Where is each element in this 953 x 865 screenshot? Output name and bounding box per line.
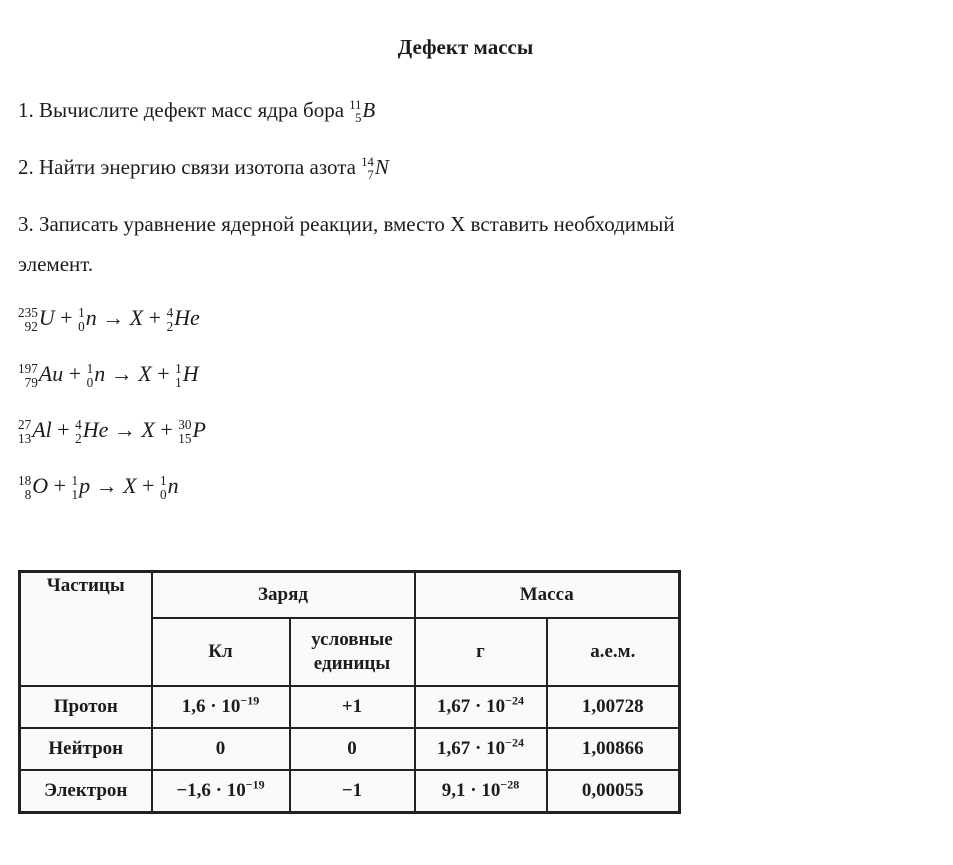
element-symbol: n — [167, 473, 179, 498]
value-cell — [152, 770, 290, 813]
nuclide — [75, 413, 108, 447]
element-symbol: Au — [38, 361, 64, 386]
text-run: 3. Записать уравнение ядерной реакции, вместо X вставить необходимый — [18, 212, 675, 236]
atomic-number: 8 — [24, 486, 32, 502]
value-base: −1,6 · 10 — [176, 780, 246, 801]
nuclide — [18, 469, 48, 503]
mass-number: 1 — [78, 305, 85, 321]
operator: → — [105, 361, 139, 386]
value-cell — [290, 686, 415, 728]
value-cell — [415, 770, 547, 813]
mass-number: 1 — [175, 361, 182, 377]
table-row — [20, 728, 680, 770]
nuclide-prescripts — [18, 362, 38, 389]
operator: + — [48, 473, 72, 498]
element-symbol: He — [82, 417, 109, 442]
value-cell — [415, 728, 547, 770]
nuclide-prescripts — [18, 306, 38, 333]
nuclide — [18, 357, 63, 391]
header-charge-group: Заряд — [152, 572, 415, 619]
value-base: 0 — [347, 738, 357, 759]
problem-item-1 — [18, 90, 913, 130]
mass-number: 197 — [18, 361, 38, 377]
atomic-number: 0 — [78, 318, 85, 334]
particle-name-cell: Нейтрон — [20, 728, 152, 770]
nuclide-prescripts — [361, 156, 374, 182]
nuclide — [175, 357, 198, 391]
equations-list — [18, 301, 913, 503]
operator: + — [63, 361, 87, 386]
nuclide — [167, 301, 200, 335]
value-exponent: −19 — [245, 777, 265, 792]
element-symbol: p — [79, 473, 91, 498]
atomic-number: 0 — [159, 486, 167, 502]
particle-name-cell: Протон — [20, 686, 152, 728]
atomic-number: 2 — [166, 318, 174, 334]
element-symbol: P — [192, 417, 206, 442]
atomic-number: 2 — [75, 430, 82, 446]
operator: → — [90, 473, 124, 498]
header-mass-group: Масса — [415, 572, 680, 619]
value-exponent: −19 — [240, 693, 260, 708]
element-symbol: He — [174, 305, 200, 330]
header-grams: г — [415, 618, 547, 686]
mass-number: 30 — [178, 417, 192, 433]
particle-name-cell: Электрон — [20, 770, 152, 813]
atomic-number: 79 — [24, 374, 38, 390]
header-amu: а.е.м. — [547, 618, 680, 686]
unknown-element-x: X — [129, 305, 144, 330]
mass-number: 11 — [349, 98, 362, 113]
equation-line-4 — [18, 469, 913, 503]
nuclide — [160, 469, 179, 503]
element-symbol: B — [362, 98, 376, 122]
header-coulomb: Кл — [152, 618, 290, 686]
value-base: 1,00728 — [581, 696, 644, 717]
nuclide-prescripts — [78, 306, 85, 333]
value-cell — [152, 686, 290, 728]
element-symbol: n — [94, 361, 106, 386]
operator: + — [154, 417, 179, 442]
operator: → — [96, 305, 130, 330]
operator: + — [136, 473, 160, 498]
text-run: элемент. — [18, 252, 94, 276]
nuclide — [349, 90, 375, 130]
mass-number: 4 — [166, 305, 174, 321]
nuclide-prescripts — [72, 474, 79, 501]
table-row — [20, 686, 680, 728]
operator: + — [151, 361, 176, 386]
page-title: Дефект массы — [397, 35, 534, 59]
unknown-element-x: X — [141, 417, 155, 442]
particles-table-wrap — [18, 570, 913, 814]
value-base: 0,00055 — [581, 780, 644, 801]
text-run: 2. Найти энергию связи изотопа азота — [18, 155, 362, 179]
value-cell — [290, 728, 415, 770]
equation-line-3 — [18, 413, 913, 447]
nuclide-prescripts — [167, 306, 174, 333]
atomic-number: 5 — [355, 111, 362, 126]
mass-number: 4 — [75, 417, 82, 433]
problem-item-2 — [18, 147, 913, 187]
nuclide-prescripts — [18, 418, 31, 445]
nuclide-prescripts — [87, 362, 94, 389]
value-cell — [547, 728, 680, 770]
particles-table — [18, 570, 681, 814]
atomic-number: 1 — [71, 486, 79, 502]
operator: + — [51, 417, 76, 442]
value-cell — [290, 770, 415, 813]
nuclide — [361, 147, 389, 187]
operator: + — [54, 305, 79, 330]
nuclide — [18, 413, 52, 447]
value-cell — [415, 686, 547, 728]
atomic-number: 7 — [367, 168, 374, 183]
element-symbol: H — [182, 361, 199, 386]
atomic-number: 15 — [178, 430, 192, 446]
mass-number: 14 — [361, 155, 374, 170]
nuclide-prescripts — [349, 99, 361, 125]
element-symbol: N — [374, 155, 389, 179]
header-conventional-units: условные единицы — [290, 618, 415, 686]
problem-item-3 — [18, 204, 913, 284]
nuclide — [178, 413, 206, 447]
value-cell — [547, 770, 680, 813]
unknown-element-x: X — [123, 473, 137, 498]
value-base: 0 — [215, 738, 226, 759]
element-symbol: Al — [32, 417, 52, 442]
nuclide-prescripts — [18, 474, 31, 501]
operator: → — [108, 417, 142, 442]
nuclide — [87, 357, 106, 391]
element-symbol: U — [38, 305, 55, 330]
nuclide-prescripts — [75, 418, 82, 445]
mass-number: 18 — [18, 473, 32, 489]
atomic-number: 13 — [18, 430, 32, 446]
value-cell — [547, 686, 680, 728]
header-particles: Частицы — [20, 572, 152, 687]
operator: + — [143, 305, 167, 330]
value-exponent: −24 — [505, 693, 524, 708]
table-row — [20, 770, 680, 813]
problems-list — [18, 90, 913, 284]
atomic-number: 1 — [175, 374, 182, 390]
element-symbol: n — [85, 305, 97, 330]
value-base: 1,00866 — [581, 738, 644, 759]
equation-line-1 — [18, 301, 913, 335]
equation-line-2 — [18, 357, 913, 391]
atomic-number: 0 — [86, 374, 94, 390]
mass-number: 235 — [18, 305, 38, 321]
element-symbol: O — [32, 473, 49, 498]
value-exponent: −24 — [505, 735, 524, 750]
mass-number: 27 — [18, 417, 32, 433]
mass-number: 1 — [71, 473, 79, 489]
nuclide — [72, 469, 91, 503]
value-cell — [152, 728, 290, 770]
value-base: 1,6 · 10 — [181, 696, 241, 717]
table-header-row-groups — [20, 572, 680, 619]
value-base: +1 — [341, 696, 363, 717]
nuclide — [18, 301, 55, 335]
value-base: 1,67 · 10 — [437, 696, 506, 717]
mass-number: 1 — [159, 473, 167, 489]
nuclide-prescripts — [160, 474, 167, 501]
text-run: 1. Вычислите дефект масс ядра бора — [18, 98, 350, 122]
mass-number: 1 — [86, 361, 94, 377]
value-base: 9,1 · 10 — [441, 780, 501, 801]
value-exponent: −28 — [500, 777, 520, 792]
nuclide — [78, 301, 97, 335]
value-base: −1 — [341, 780, 363, 801]
nuclide-prescripts — [178, 418, 191, 445]
unknown-element-x: X — [138, 361, 152, 386]
atomic-number: 92 — [24, 318, 38, 334]
nuclide-prescripts — [175, 362, 182, 389]
value-base: 1,67 · 10 — [437, 738, 506, 759]
